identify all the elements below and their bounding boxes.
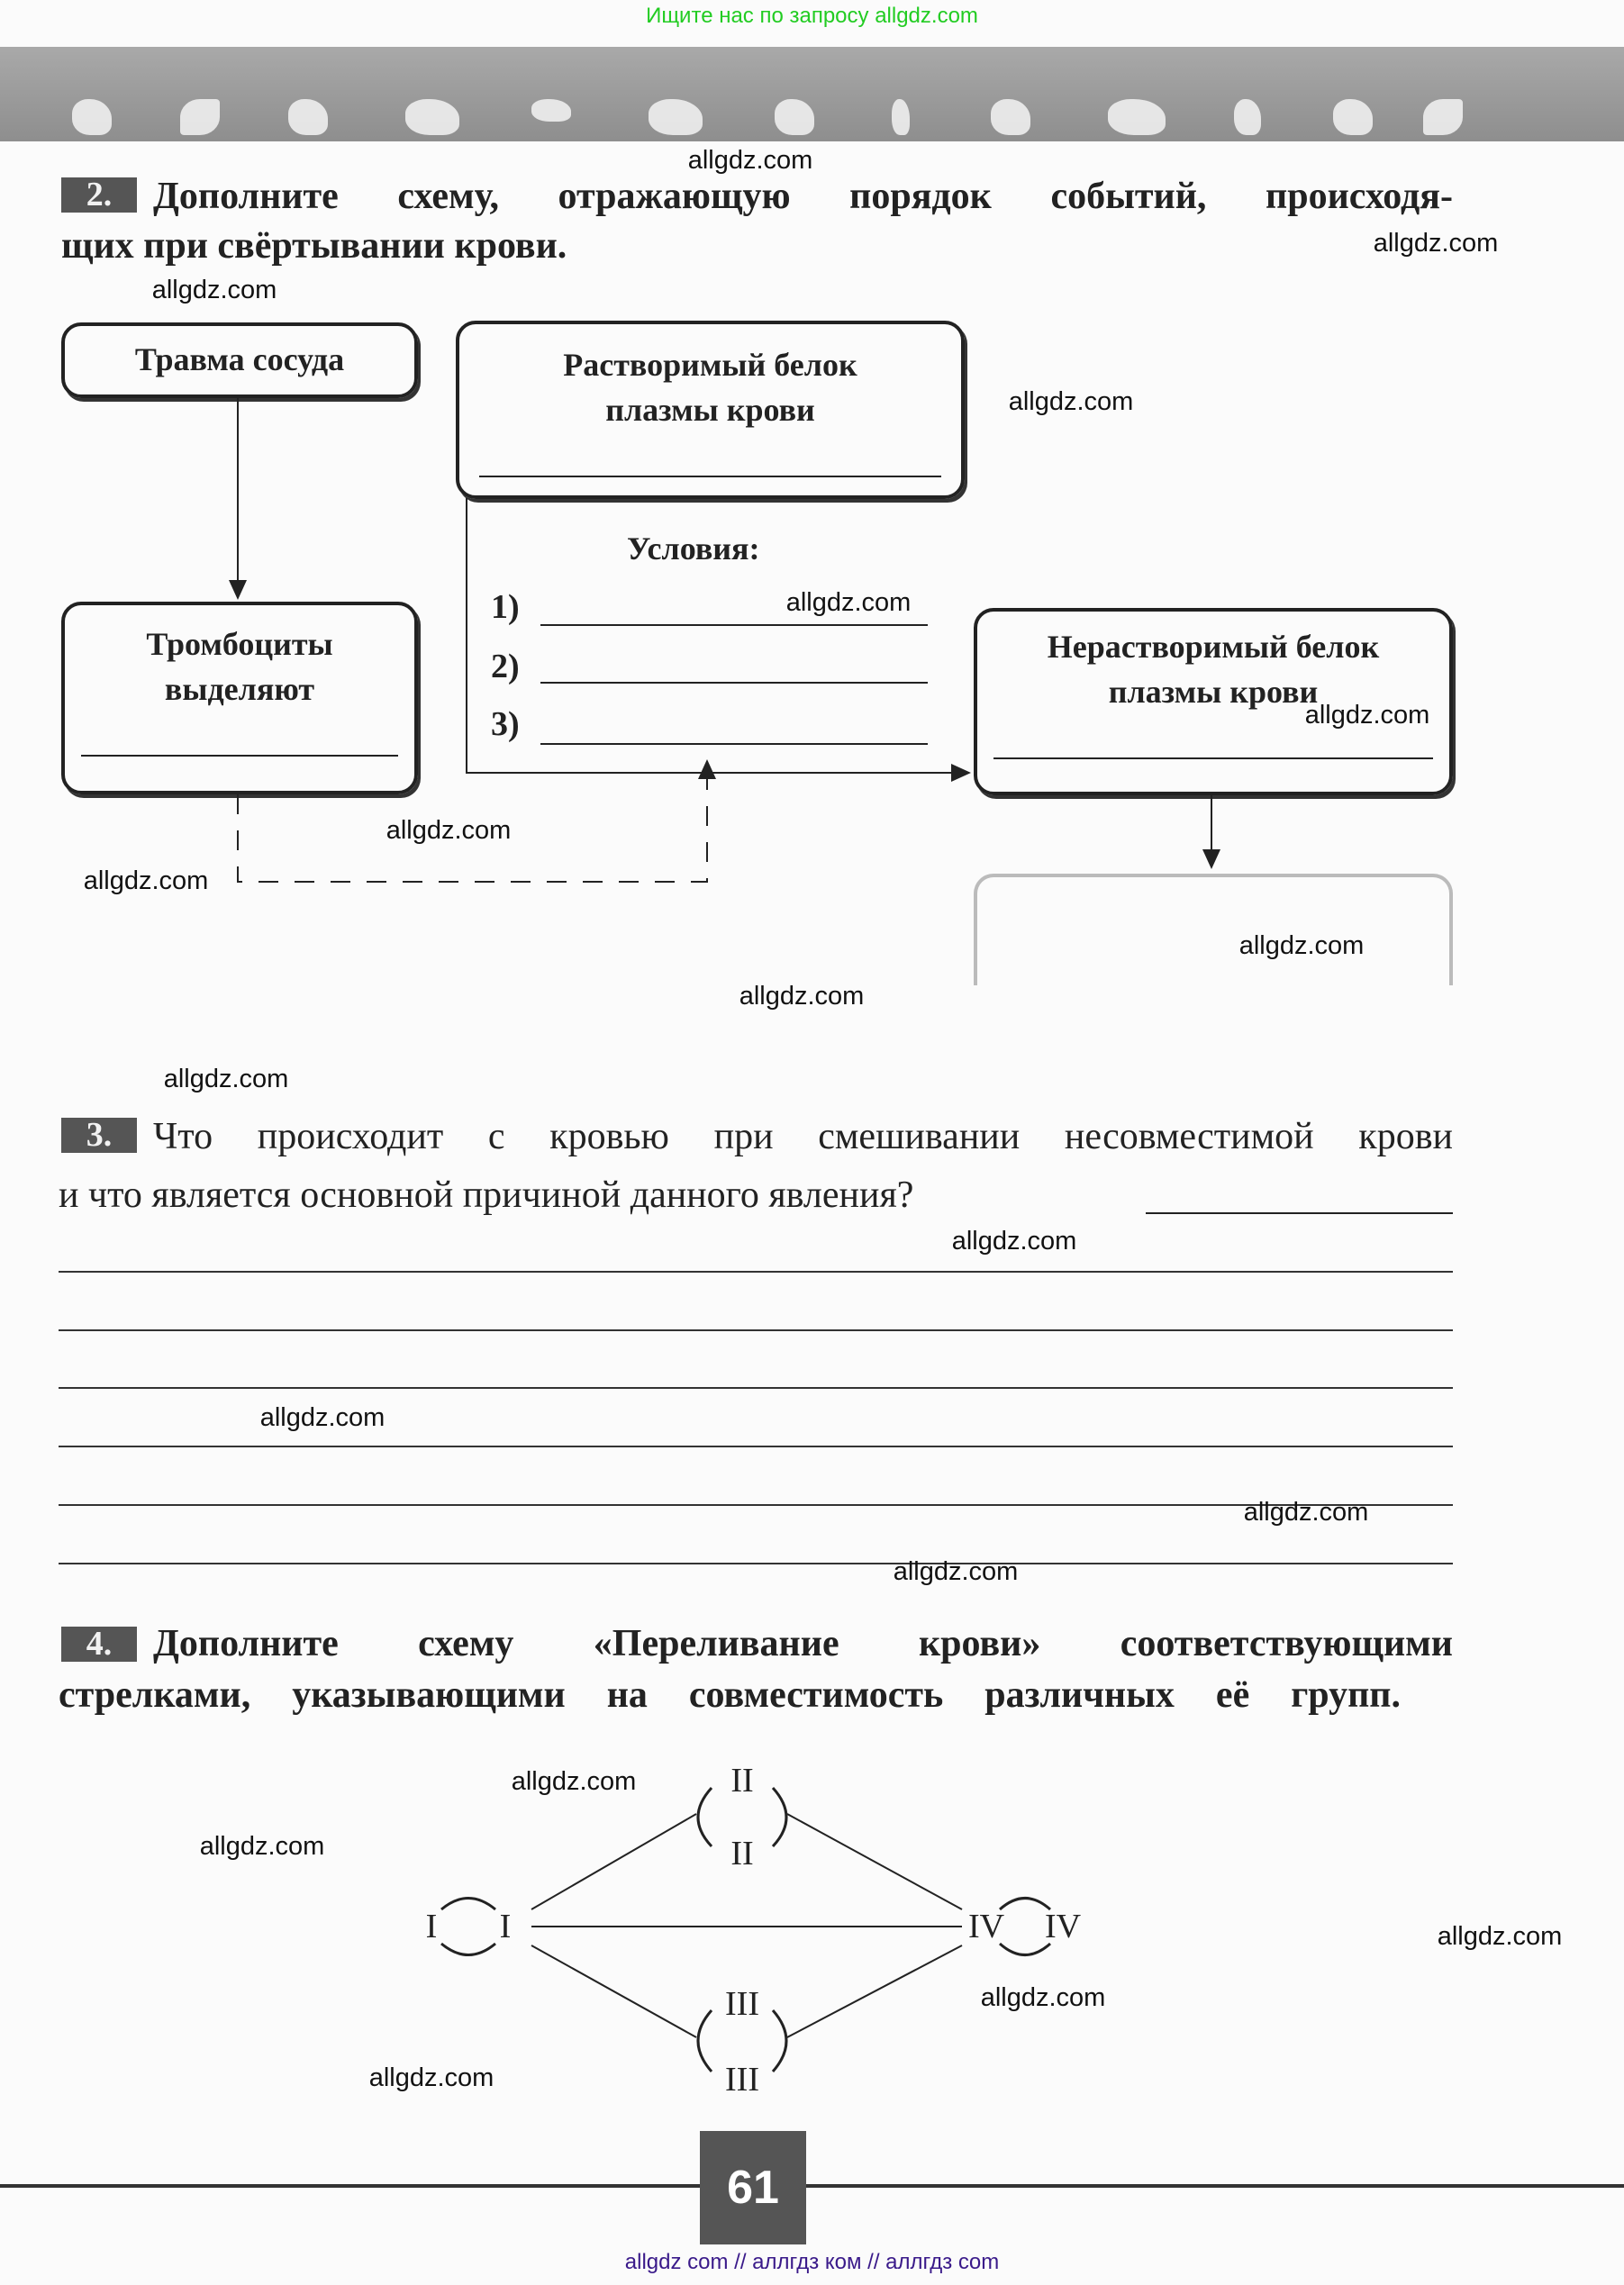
- line-II-IV: [787, 1814, 962, 1909]
- task-number-badge: 3.: [61, 1118, 137, 1153]
- watermark: allgdz.com: [1373, 229, 1499, 258]
- answer-line[interactable]: [59, 1271, 1453, 1273]
- watermark: allgdz.com: [163, 1065, 289, 1093]
- group-I-recipient: I: [499, 1908, 512, 1945]
- watermark: allgdz.com: [259, 1403, 386, 1432]
- watermark: allgdz.com: [83, 866, 209, 895]
- task3-text-line2: и что является основной причиной данного явления?: [59, 1174, 914, 1216]
- line-I-II: [531, 1814, 696, 1909]
- watermark: allgdz.com: [511, 1767, 637, 1796]
- box-label: Тромбоциты: [146, 626, 333, 662]
- conditions-label: Условия:: [627, 530, 760, 567]
- group-II-donor: II: [730, 1762, 754, 1800]
- watermark: allgdz.com: [199, 1832, 325, 1861]
- group-IV-recipient: IV: [1044, 1908, 1082, 1945]
- footer-links[interactable]: allgdz com // аллгдз ком // аллгдз com: [624, 2250, 1000, 2274]
- watermark: allgdz.com: [151, 276, 277, 304]
- group-IV-donor: IV: [967, 1908, 1005, 1945]
- watermark: allgdz.com: [1304, 701, 1430, 730]
- group-I-donor: I: [425, 1908, 438, 1945]
- watermark: allgdz.com: [1437, 1922, 1563, 1951]
- box-label: Нерастворимый белок: [1047, 629, 1380, 665]
- watermark: allgdz.com: [368, 2063, 494, 2092]
- watermark: allgdz.com: [739, 982, 865, 1011]
- box-label: Растворимый белок: [563, 347, 857, 383]
- box-label: выделяют: [164, 671, 315, 707]
- condition-number: 2): [491, 648, 520, 685]
- answer-line[interactable]: [59, 1563, 1453, 1564]
- watermark: allgdz.com: [386, 816, 512, 845]
- condition-number: 1): [491, 588, 520, 626]
- arc-IV-bottom: [1000, 1944, 1050, 1955]
- box-label: Травма сосуда: [134, 341, 345, 377]
- arc-II-right: [773, 1788, 786, 1846]
- box-label: плазмы крови: [1108, 674, 1319, 710]
- watermark: allgdz.com: [980, 1983, 1106, 2012]
- watermark: allgdz.com: [951, 1227, 1077, 1256]
- task3-text-line1: Что происходит с кровью при смешивании несовместимой крови: [153, 1116, 1453, 1157]
- condition-number: 3): [491, 705, 520, 743]
- task2-text-line1: Дополните схему, отражающую порядок событий, происходя-: [153, 176, 1453, 217]
- task2-text-line2: щих при свёртывании крови.: [61, 225, 567, 267]
- watermark: allgdz.com: [1238, 931, 1365, 960]
- group-III-donor: III: [725, 1985, 759, 2023]
- arc-II-left: [698, 1788, 712, 1846]
- box-label: плазмы крови: [605, 392, 815, 428]
- watermark: allgdz.com: [893, 1557, 1019, 1586]
- answer-line[interactable]: [59, 1329, 1453, 1331]
- answer-line[interactable]: [59, 1387, 1453, 1389]
- answer-line[interactable]: [59, 1446, 1453, 1447]
- arc-I-top: [441, 1899, 495, 1910]
- watermark: allgdz.com: [687, 146, 813, 175]
- arc-I-bottom: [441, 1944, 495, 1955]
- task4-text-line2: стрелками, указывающими на совместимость различных её групп.: [59, 1674, 1401, 1716]
- answer-line[interactable]: [1146, 1212, 1453, 1214]
- watermark: allgdz.com: [785, 588, 912, 617]
- search-note[interactable]: Ищите нас по запросу allgdz.com: [646, 4, 978, 28]
- line-I-III: [531, 1945, 696, 2037]
- arc-III-left: [698, 2010, 712, 2072]
- group-II-recipient: II: [730, 1835, 754, 1872]
- arrow-soluble-to-insoluble: [467, 498, 969, 773]
- task4-text-line1: Дополните схему «Переливание крови» соответствующими: [153, 1623, 1453, 1664]
- arc-IV-top: [1000, 1899, 1050, 1910]
- watermark: allgdz.com: [1243, 1498, 1369, 1527]
- arc-III-right: [773, 2010, 786, 2072]
- group-III-recipient: III: [725, 2061, 759, 2099]
- page-number: 61: [700, 2131, 806, 2244]
- task-number-badge: 4.: [61, 1627, 137, 1662]
- watermark: allgdz.com: [1008, 387, 1134, 416]
- task-number-badge: 2.: [61, 177, 137, 213]
- line-III-IV: [787, 1945, 962, 2037]
